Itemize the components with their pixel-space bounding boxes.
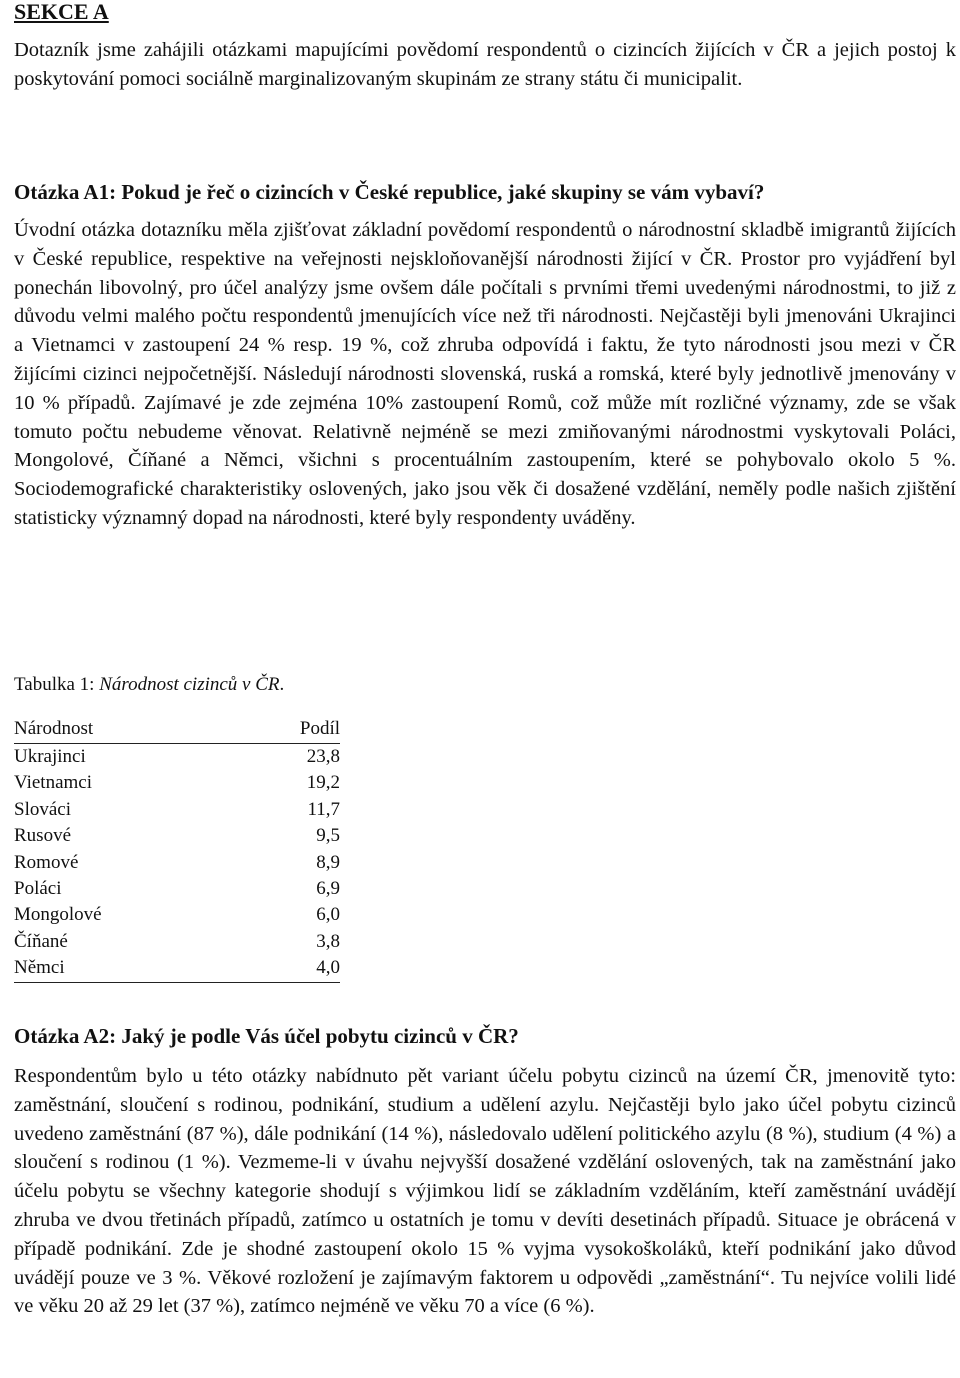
cell-nationality: Poláci xyxy=(14,878,62,900)
question-a2-heading: Otázka A2: Jaký je podle Vás účel pobytu cizinců v ČR? xyxy=(14,1024,519,1048)
cell-nationality: Mongolové xyxy=(14,904,102,926)
table-caption-title: Národnost cizinců v ČR xyxy=(99,674,280,695)
cell-share: 11,7 xyxy=(307,798,340,820)
cell-share: 6,0 xyxy=(316,904,340,926)
intro-paragraph: Dotazník jsme zahájili otázkami mapujícími povědomí respondentů o cizincích žijících v ČR a jejich postoj k poskytování pomoci sociálně marginalizovaným skupinám ze strany státu či municipalit. xyxy=(14,39,956,90)
table-row xyxy=(14,770,340,796)
table-row xyxy=(14,744,340,771)
table-row xyxy=(14,823,340,849)
cell-nationality: Slováci xyxy=(14,798,71,820)
table-row xyxy=(14,902,340,928)
question-a1-paragraph: Úvodní otázka dotazníku měla zjišťovat základní povědomí respondentů o národnostní skladbě imigrantů žijících v České republice, respektive na veřejnosti nejskloňovanější národnosti žijící v ČR. Prostor pro vyjádření byl ponechán libovolný, pro účel analýzy jsme ovšem dále počítali s prvními třemi uvedenými národnostmi, to již z důvodu velmi malého počtu respondentů jmenujících více než tři národnosti. Nejčastěji byli jmenováni Ukrajinci a Vietnamci v zastoupení 24 % resp. 19 %, což zhruba odpovídá i faktu, že tyto národnosti jsou mezi v ČR žijícími cizinci nejpočetnější. Následují národnosti slovenská, ruská a romská, které byly jednotlivě jmenovány v 10 % případů. Zajímavé je zde zejména 10% zastoupení Romů, což může mít rozličné významy, zde se však tomuto počtu nebudeme věnovat. Relativně nejméně se mezi zmiňovanými národnostmi vyskytovali Poláci, Mongolové, Číňané a Němci, všichni s procentuálním zastoupením, které se pohybovalo okolo 5 %. Sociodemografické charakteristiky oslovených, jako jsou věk či dosažené vzdělání, neměly podle našich zjištění statisticky významný dopad na národnosti, které byly respondenty uváděny. xyxy=(14,219,956,529)
cell-share: 9,5 xyxy=(316,825,340,847)
column-header-nationality: Národnost xyxy=(14,716,238,744)
table-row xyxy=(14,929,340,955)
table-row xyxy=(14,797,340,823)
cell-nationality: Rusové xyxy=(14,825,71,847)
cell-share: 23,8 xyxy=(306,746,340,767)
cell-nationality: Němci xyxy=(14,955,238,982)
table-header-row xyxy=(14,716,340,744)
table-caption-prefix: Tabulka 1: xyxy=(14,674,100,695)
cell-share: 4,0 xyxy=(238,955,340,982)
cell-share: 8,9 xyxy=(316,851,340,873)
question-a1-heading: Otázka A1: Pokud je řeč o cizincích v České republice, jaké skupiny se vám vybaví? xyxy=(14,180,765,204)
table-caption-suffix: . xyxy=(279,674,285,695)
table-row xyxy=(14,955,340,982)
section-title: SEKCE A xyxy=(14,0,109,24)
table-row xyxy=(14,876,340,902)
cell-nationality: Romové xyxy=(14,851,79,873)
table-row xyxy=(14,850,340,876)
cell-share: 6,9 xyxy=(316,878,340,900)
column-header-share: Podíl xyxy=(238,716,340,744)
cell-nationality: Vietnamci xyxy=(14,772,92,794)
cell-share: 3,8 xyxy=(316,930,340,952)
table-caption xyxy=(14,672,284,698)
cell-share: 19,2 xyxy=(306,772,340,794)
cell-nationality: Ukrajinci xyxy=(14,746,86,767)
nationality-table xyxy=(14,716,340,983)
cell-nationality: Číňané xyxy=(14,930,68,952)
question-a2-paragraph: Respondentům bylo u této otázky nabídnuto pět variant účelu pobytu cizinců na území ČR, jmenovitě tyto: zaměstnání, sloučení s rodinou, podnikání, studium a udělení azylu. Nejčastěji bylo jako účel pobytu cizinců uvedeno zaměstnání (87 %), dále podnikání (14 %), následovalo udělení politického azylu (8 %), studium (4 %) a sloučení s rodinou (1 %). Vezmeme-li v úvahu nejvyšší dosažené vzdělání oslovených, tak na zaměstnání jako účelu pobytu se všechny kategorie shodují s výjimkou lidí se základním vzděláním, kteří zaměstnání uvádějí zhruba ve dvou třetinách případů, zatímco u ostatních je tomu v devíti desetinách případů. Situace je obrácená v případě podnikání. Zde je shodné zastoupení okolo 15 % vyjma vysokoškoláků, kteří podnikání jako důvod uvádějí pouze ve 3 %. Věkové rozložení je zajímavým faktorem u odpovědi „zaměstnání“. Tu nejvíce volili lidé ve věku 20 až 29 let (37 %), zatímco nejméně ve věku 70 a více (6 %). xyxy=(14,1065,956,1318)
